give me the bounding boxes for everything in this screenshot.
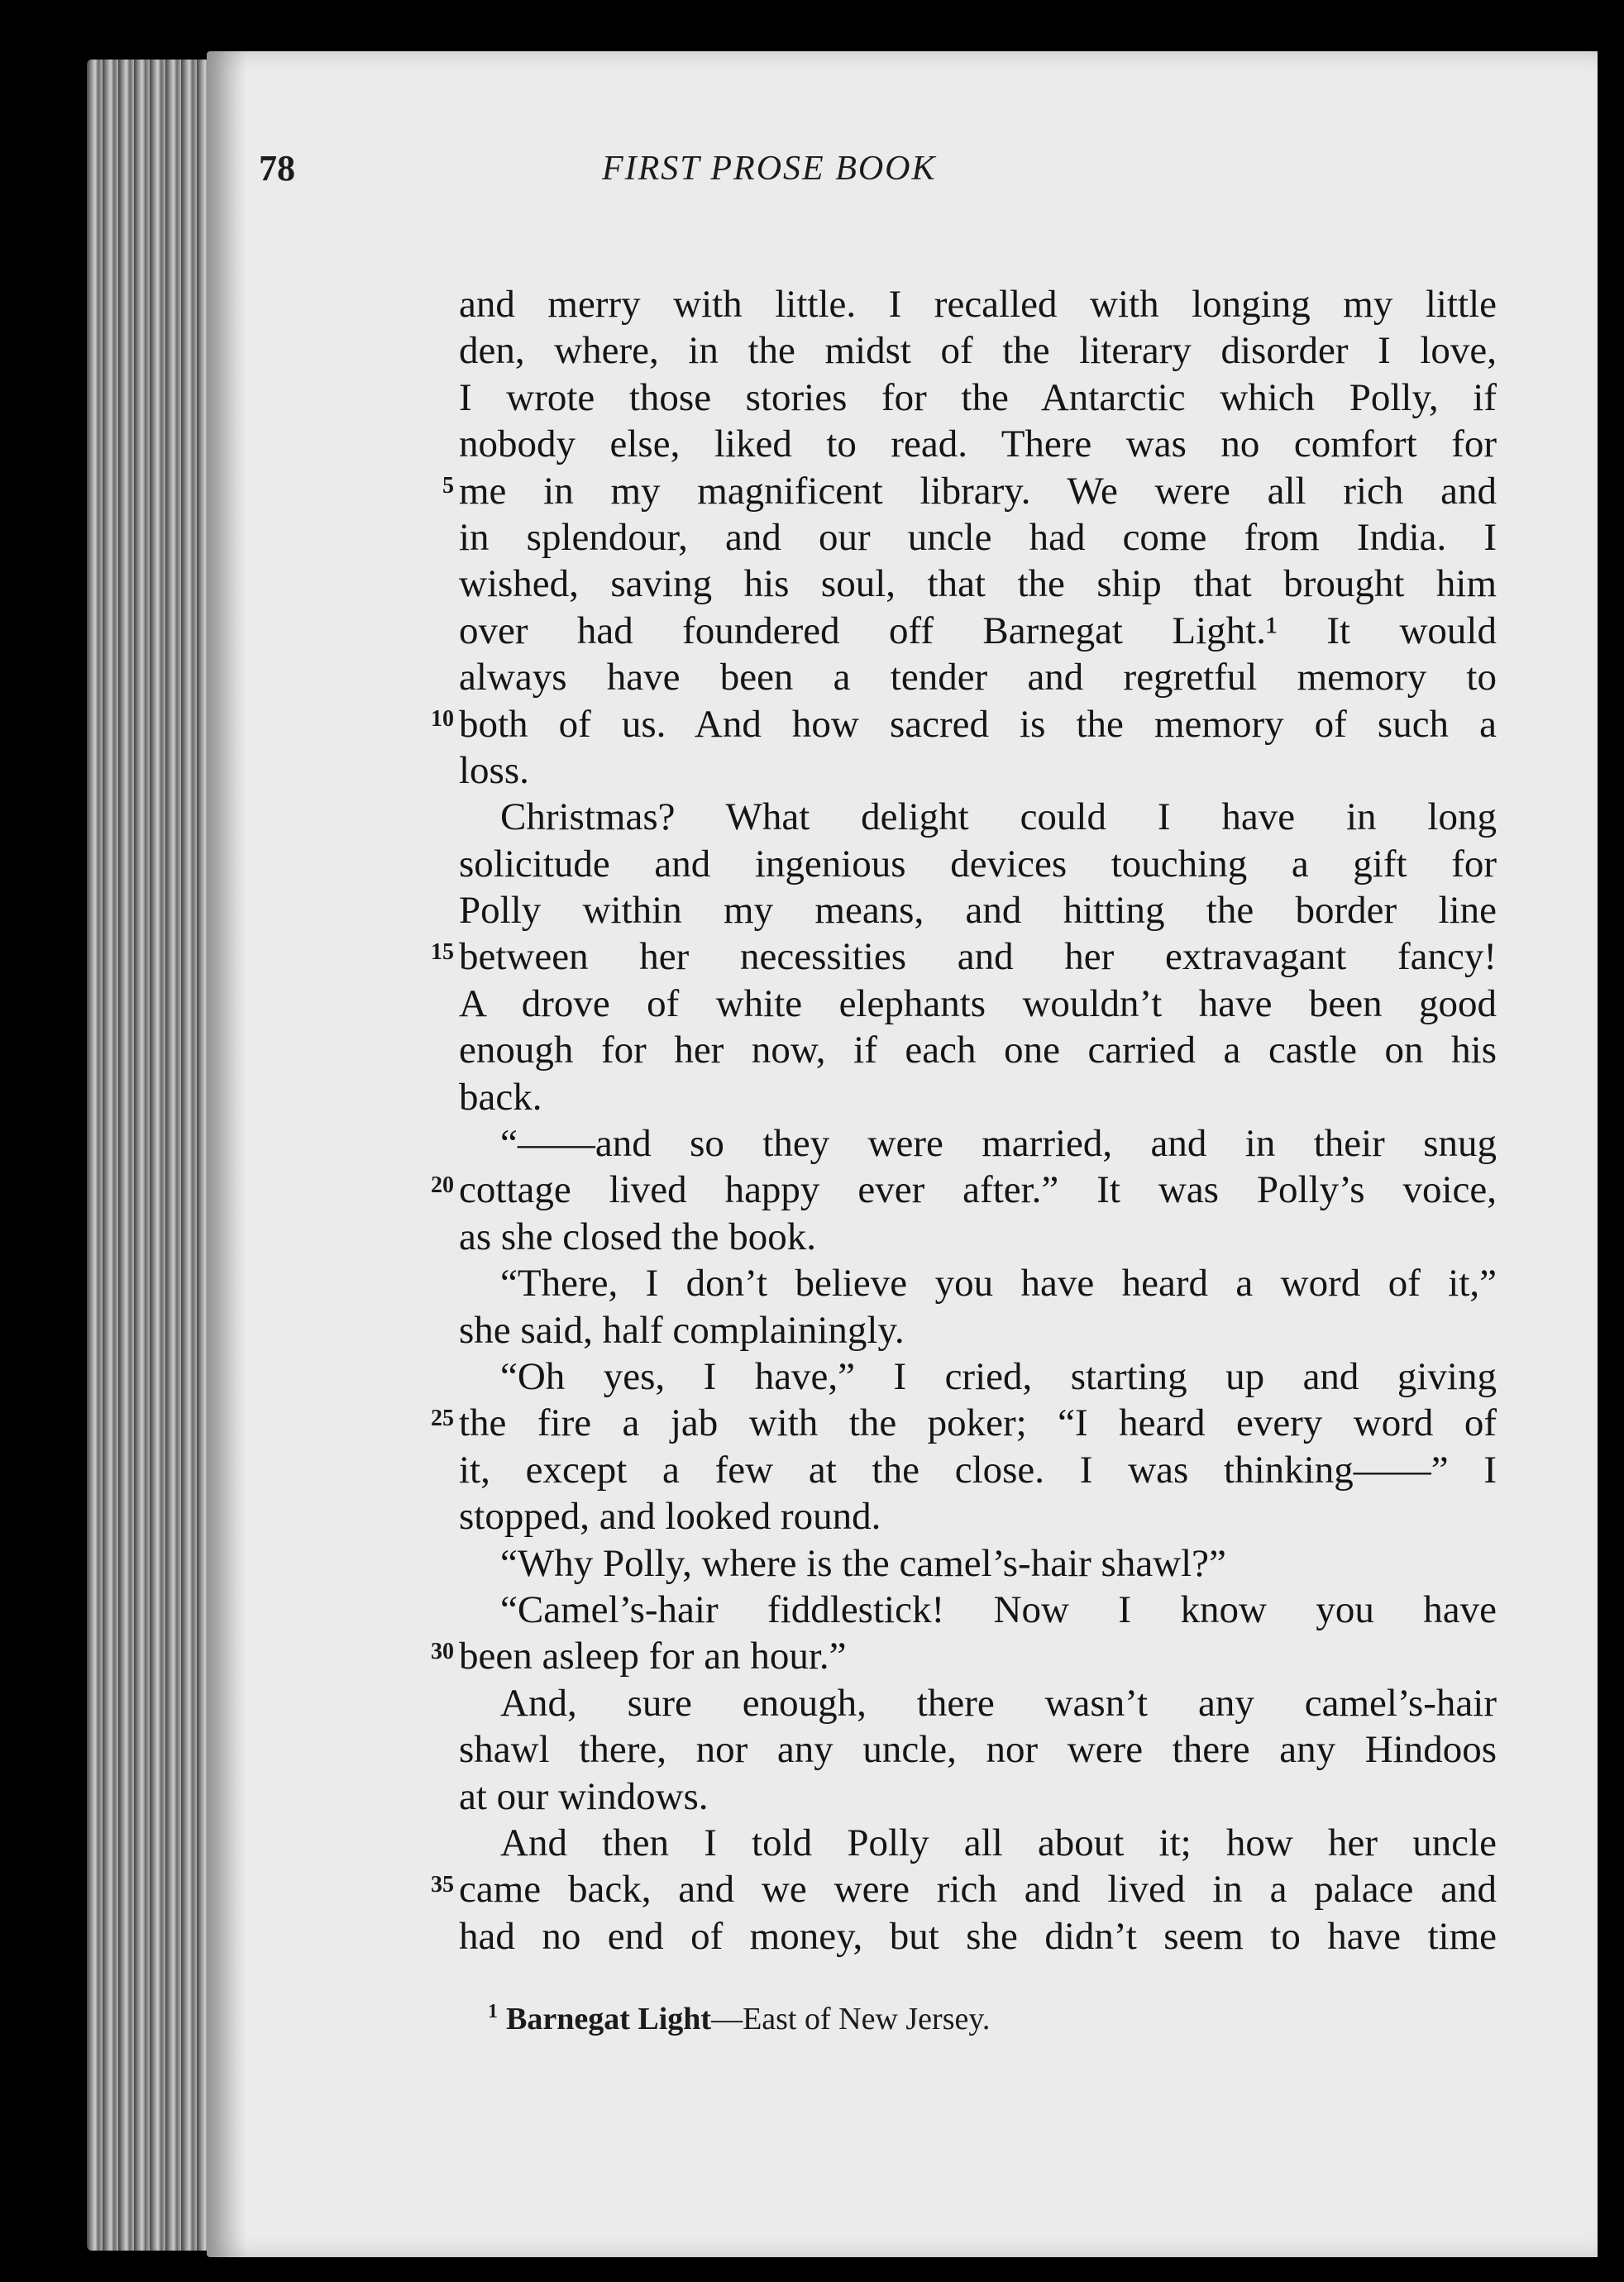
right-border xyxy=(1598,51,1624,2257)
text-line: wished, saving his soul, that the ship that brought him xyxy=(459,562,1497,606)
text-line: “Why Polly, where is the camel’s-hair shawl?” xyxy=(500,1541,1226,1585)
text-line: den, where, in the midst of the literary disorder I love, xyxy=(459,329,1497,373)
footnote-text: —East of New Jersey. xyxy=(711,2002,991,2036)
text-line: came back, and we were rich and lived in a palace and xyxy=(459,1868,1497,1912)
text-line: it, except a few at the close. I was thinking——” I xyxy=(459,1448,1497,1492)
text-line: loss. xyxy=(459,748,529,792)
text-line: stopped, and looked round. xyxy=(459,1495,881,1539)
text-line: solicitude and ingenious devices touching a gift for xyxy=(459,842,1497,886)
footnote-term: Barnegat Light xyxy=(506,2002,712,2036)
text-line: “There, I don’t believe you have heard a word of it,” xyxy=(500,1262,1497,1306)
gutter-shadow xyxy=(207,51,246,2257)
text-line: Polly within my means, and hitting the border line xyxy=(459,889,1497,933)
text-line: always have been a tender and regretful memory to xyxy=(459,656,1497,699)
text-line: A drove of white elephants wouldn’t have been good xyxy=(459,981,1497,1025)
body-text xyxy=(431,281,1497,1960)
line-number: 25 xyxy=(431,1405,454,1431)
text-line: I wrote those stories for the Antarctic which Polly, if xyxy=(459,375,1497,419)
footnote-marker: 1 xyxy=(488,2001,498,2023)
text-line: the fire a jab with the poker; “I heard every word of xyxy=(459,1401,1497,1445)
text-line: had no end of money, but she didn’t seem to have time xyxy=(459,1914,1497,1958)
text-line: back. xyxy=(459,1075,542,1119)
text-line: “——and so they were married, and in their snug xyxy=(500,1122,1497,1166)
text-line: as she closed the book. xyxy=(459,1215,817,1258)
book-title: FIRST PROSE BOOK xyxy=(602,150,937,188)
page-number: 78 xyxy=(259,148,295,189)
line-number: 30 xyxy=(431,1638,454,1664)
line-number: 20 xyxy=(431,1172,454,1198)
text-line: in splendour, and our uncle had come from India. I xyxy=(459,515,1497,559)
text-line: over had foundered off Barnegat Light.¹ It would xyxy=(459,609,1497,652)
text-line: me in my magnificent library. We were all rich and xyxy=(459,469,1497,513)
text-line: and merry with little. I recalled with longing my little xyxy=(459,283,1497,326)
text-line: enough for her now, if each one carried a castle on his xyxy=(459,1029,1497,1072)
text-line: nobody else, liked to read. There was no comfort for xyxy=(459,423,1497,466)
line-number: 10 xyxy=(431,705,454,732)
text-line: at our windows. xyxy=(459,1774,709,1818)
footnote xyxy=(488,2001,1232,2037)
text-line: shawl there, nor any uncle, nor were there any Hindoos xyxy=(459,1728,1497,1772)
text-line: Christmas? What delight could I have in long xyxy=(500,795,1497,839)
line-number: 5 xyxy=(442,472,454,499)
text-line: she said, half complainingly. xyxy=(459,1308,905,1352)
text-line: “Oh yes, I have,” I cried, starting up and giving xyxy=(500,1354,1497,1398)
text-line: And, sure enough, there wasn’t any camel’s-hair xyxy=(500,1681,1497,1725)
text-line: been asleep for an hour.” xyxy=(459,1635,847,1678)
text-line: cottage lived happy ever after.” It was Polly’s voice, xyxy=(459,1168,1497,1212)
line-number: 35 xyxy=(431,1871,454,1898)
text-line: And then I told Polly all about it; how her uncle xyxy=(500,1821,1497,1864)
running-head xyxy=(259,147,1268,197)
text-line: both of us. And how sacred is the memory of such a xyxy=(459,702,1497,746)
line-number: 15 xyxy=(431,938,454,965)
text-line: “Camel’s-hair fiddlestick! Now I know you have xyxy=(500,1587,1497,1631)
text-line: between her necessities and her extravagant fancy! xyxy=(459,935,1497,979)
